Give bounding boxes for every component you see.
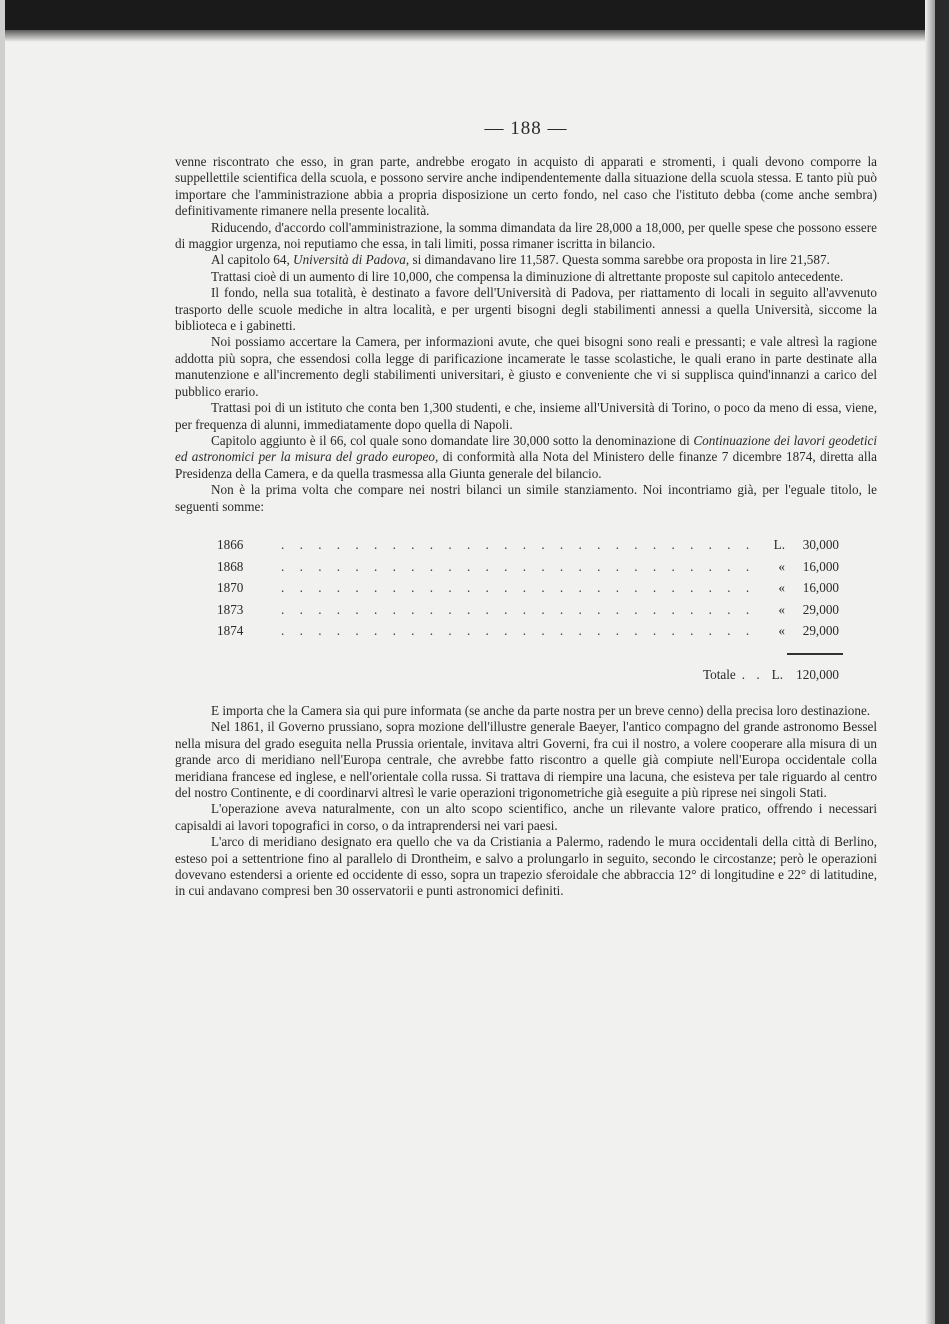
total-leader-dots: . . bbox=[741, 666, 764, 682]
table-year: 1870 bbox=[217, 580, 244, 596]
table-amount: 16,000 bbox=[802, 558, 839, 574]
table-row bbox=[217, 623, 839, 645]
total-row bbox=[217, 667, 839, 687]
table-currency: « bbox=[778, 558, 785, 574]
total-label: Totale bbox=[702, 666, 736, 682]
cap64-text-after: , si dimandavano lire 11,587. Questa somma sarebbe ora proposta in lire 21,587. bbox=[405, 252, 830, 268]
scan-top-edge bbox=[0, 0, 949, 30]
scan-top-shadow bbox=[0, 30, 949, 42]
paragraph-cap64 bbox=[175, 252, 877, 268]
total-currency: L. bbox=[771, 666, 783, 682]
sum-rule bbox=[787, 653, 843, 659]
page-content bbox=[175, 118, 877, 900]
paragraph-11: L'arco di meridiano designato era quello che va da Cristiania a Palermo, radendo le mura occidentali della città di Berlino, esteso poi a settentrione fino al parallelo di Drontheim, e salvo a prolungarlo in seguito, secondo le circostanze; però le operazioni dovevano estendersi a oriente ed occidente di esso, sopra un trapezio sferoidale che abbraccia 12° di longitudine e 22° di latitudine, in cui andavano compresi ben 30 osservatorii e punti astronomici definiti. bbox=[175, 834, 877, 899]
table-amount: 30,000 bbox=[802, 536, 839, 552]
text-after-table bbox=[175, 703, 877, 900]
table-leader-dots: . . . . . . . . . . . . . . . . . . . . . . . . . . bbox=[281, 558, 756, 574]
table-currency: L. bbox=[773, 536, 785, 552]
paragraph-4: Il fondo, nella sua totalità, è destinato a favore dell'Università di Padova, per riattamento di locali in seguito all'avvenuto trasporto delle scuole mediche in altra località, e per urgenti bisogni degli stabilimenti annessi a quella Università, siccome la biblioteca e i gabinetti. bbox=[175, 285, 877, 334]
table-row bbox=[217, 580, 839, 602]
paragraph-2: Riducendo, d'accordo coll'amministrazione, la somma dimandata da lire 28,000 a 18,000, per quelle spese che possono essere di maggior urgenza, noi reputiamo che essa, in tali limiti, possa rimaner iscritta in bilancio. bbox=[175, 219, 877, 252]
table-row bbox=[217, 537, 839, 559]
sum-rule-row bbox=[217, 645, 839, 659]
total-amount: 120,000 bbox=[796, 666, 839, 682]
cap64-italic-title: Università di Padova bbox=[293, 252, 406, 268]
table-leader-dots: . . . . . . . . . . . . . . . . . . . . . . . . . . bbox=[281, 536, 756, 552]
table-amount: 29,000 bbox=[802, 623, 839, 639]
table-currency: « bbox=[778, 623, 785, 639]
paragraph-cap66 bbox=[175, 433, 877, 482]
paragraph-7: Non è la prima volta che compare nei nostri bilanci un simile stanziamento. Noi incontriamo già, per l'eguale titolo, le seguenti somme: bbox=[175, 482, 877, 514]
paragraph-8: E importa che la Camera sia qui pure informata (se anche da parte nostra per un breve cenno) della precisa loro destinazione. bbox=[211, 702, 871, 718]
table-leader-dots: . . . . . . . . . . . . . . . . . . . . . . . . . . bbox=[281, 601, 756, 617]
paragraph-5: Noi possiamo accertare la Camera, per informazioni avute, che quei bisogni sono reali e pressanti; e vale altresì la ragione addotta più sopra, che essendosi colla legge di parificazione incamerate le tasse scolastiche, le quali erano in parte destinate alla manutenzione e all'incremento degli stabilimenti universitari, è giusto e conveniente che vi si supplisca quind'innanzi a carico del pubblico erario. bbox=[175, 334, 877, 399]
table-leader-dots: . . . . . . . . . . . . . . . . . . . . . . . . . . bbox=[281, 623, 756, 639]
table-currency: « bbox=[778, 601, 785, 617]
paragraph-10: L'operazione aveva naturalmente, con un alto scopo scientifico, anche un rilevante valore pratico, offrendo i necessari capisaldi ai lavori topografici in corso, o da intraprendersi nei vari paesi. bbox=[175, 801, 877, 833]
table-row bbox=[217, 559, 839, 581]
table-leader-dots: . . . . . . . . . . . . . . . . . . . . . . . . . . bbox=[281, 580, 756, 596]
table-amount: 29,000 bbox=[802, 601, 839, 617]
scan-right-edge bbox=[935, 0, 949, 1324]
paragraph-6: Trattasi poi di un istituto che conta ben 1,300 studenti, e che, insieme all'Università di Torino, o poco da meno di essa, viene, per frequenza di alunni, immediatamente dopo quella di Napoli. bbox=[175, 400, 877, 432]
sums-table bbox=[217, 537, 839, 687]
table-year: 1868 bbox=[217, 558, 244, 574]
paragraph-3: Trattasi cioè di un aumento di lire 10,000, che compensa la diminuzione di altrettante proposte sul capitolo antecedente. bbox=[211, 268, 844, 284]
cap66-italic-title: Continuazione dei lavori geodetici ed astronomici per la misura del grado europeo, bbox=[175, 432, 878, 465]
paragraph-9: Nel 1861, il Governo prussiano, sopra mozione dell'illustre generale Baeyer, l'antico compagno del grande astronomo Bessel nella misura del grado eseguita nella Prussia orientale, invitava altri Governi, fra cui il nostro, a volere cooperare alla misura di un grande arco di meridiano nell'Europa centrale, che avrebbe fatto riscontro a quelle già compiute nell'Europa occidentale colla meridiana francese ed inglese, e nell'orientale colla russa. Si trattava di riempire una lacuna, che esisteva per tale riguardo al centro del nostro Continente, e di coordinarvi altresì le varie operazioni trigonometriche già eseguite a più riprese nei singoli Stati. bbox=[175, 719, 877, 800]
table-currency: « bbox=[778, 580, 785, 596]
cap64-text-before: Al capitolo 64, bbox=[211, 252, 294, 268]
cap66-text-after: di conformità alla Nota del Ministero delle finanze 7 dicembre 1874, diretta alla Presidenza della Camera, e da quella trasmessa alla Giunta generale del bilancio. bbox=[175, 449, 877, 481]
table-row bbox=[217, 602, 839, 624]
scan-right-shadow bbox=[925, 0, 935, 1324]
table-year: 1874 bbox=[217, 623, 244, 639]
page-number: — 188 — bbox=[484, 118, 568, 139]
table-year: 1873 bbox=[217, 601, 244, 617]
paragraph-1: venne riscontrato che esso, in gran parte, andrebbe erogato in acquisto di apparati e stromenti, i quali devono comporre la suppellettile scientifica della scuola, e possono servire anche indipendentemente dalla situazione della scuola stessa. E tanto più può importare che l'amministrazione abbia a propria disposizione un certo fondo, nel caso che l'istituto debba (come anche sembra) definitivamente rimanere nella presente località. bbox=[175, 154, 877, 219]
table-amount: 16,000 bbox=[802, 580, 839, 596]
table-year: 1866 bbox=[217, 536, 244, 552]
scan-left-edge bbox=[0, 0, 5, 1324]
cap66-text-before: Capitolo aggiunto è il 66, col quale sono domandate lire 30,000 sotto la denominazione di bbox=[211, 432, 694, 448]
